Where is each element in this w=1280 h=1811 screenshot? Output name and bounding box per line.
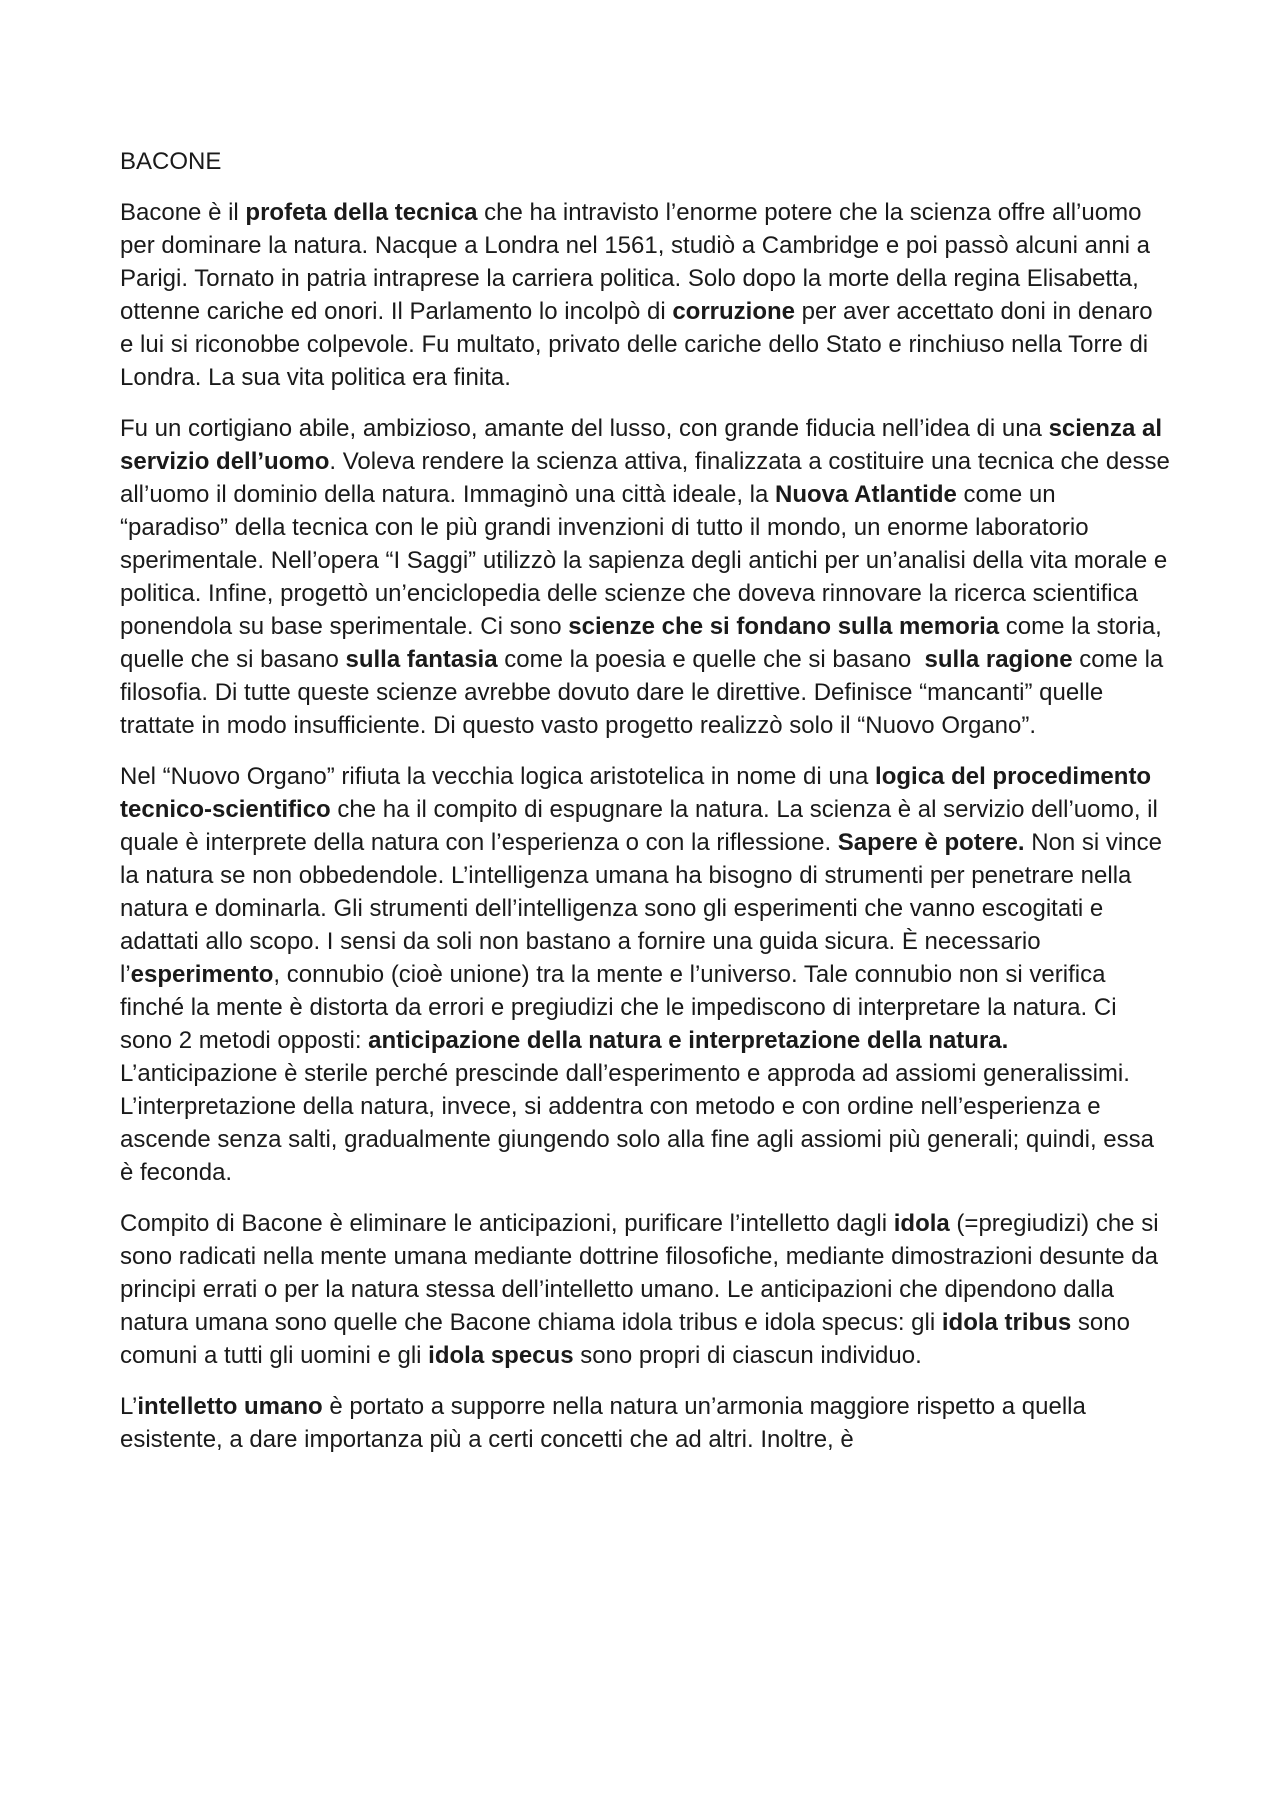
bold-run: scienza al servizio dell’uomo (120, 415, 1162, 475)
text-run: come un “paradiso” della tecnica con le più grandi invenzioni di tutto il mondo, un enorme laboratorio sperimentale. Nell’opera “I Saggi” utilizzò la sapienza degli antichi per un’analisi della vita morale e politica. Infine, progettò un’enciclopedia delle scienze che doveva rinnovare la ricerca scientifica ponendola su base sperimentale. Ci sono (120, 481, 1168, 640)
paragraph-3 (120, 760, 1170, 1189)
text-run: come la poesia e quelle che si basano (497, 646, 925, 673)
bold-run: Sapere è potere. (837, 829, 1025, 856)
text-run: è portato a supporre nella natura un’armonia maggiore rispetto a quella esistente, a dare importanza più a certi concetti che ad altri. Inoltre, è (120, 1393, 1086, 1453)
text-run: Fu un cortigiano abile, ambizioso, amante del lusso, con grande fiducia nell’idea di una (120, 415, 1049, 442)
text-run: , connubio (cioè unione) tra la mente e l’universo. Tale connubio non si verifica finché la mente è distorta da errori e pregiudizi che le impediscono di interpretare la natura. Ci sono 2 metodi opposti: (120, 961, 1117, 1054)
text-run: come la filosofia. Di tutte queste scienze avrebbe dovuto dare le direttive. Definisce “mancanti” quelle trattate in modo insufficiente. Di questo vasto progetto realizzò solo il “Nuovo Organo”. (120, 646, 1164, 739)
bold-run: profeta della tecnica (245, 199, 478, 226)
text-run: (=pregiudizi) che si sono radicati nella mente umana mediante dottrine filosofiche, mediante dimostrazioni desunte da principi errati o per la natura stessa dell’intelletto umano. Le anticipazioni che dipendono dalla natura umana sono quelle che Bacone chiama idola tribus e idola specus: gli (120, 1210, 1159, 1336)
text-run: che ha il compito di espugnare la natura. La scienza è al servizio dell’uomo, il quale è interprete della natura con l’esperienza o con la riflessione. (120, 796, 1158, 856)
text-run: Nel “Nuovo Organo” rifiuta la vecchia logica aristotelica in nome di una (120, 763, 876, 790)
text-run: come la storia, quelle che si basano (120, 613, 1162, 673)
text-run: sono propri di ciascun individuo. (573, 1342, 922, 1369)
paragraph-4 (120, 1207, 1170, 1372)
text-run: Compito di Bacone è eliminare le anticipazioni, purificare l’intelletto dagli (120, 1210, 894, 1237)
document-title: BACONE (120, 148, 222, 175)
text-run: che ha intravisto l’enorme potere che la scienza offre all’uomo per dominare la natura. Nacque a Londra nel 1561, studiò a Cambridge e poi passò alcuni anni a Parigi. Tornato in patria intraprese la carriera politica. Solo dopo la morte della regina Elisabetta, ottenne cariche ed onori. Il Parlamento lo incolpò di (120, 199, 1151, 325)
paragraph-1 (120, 196, 1170, 394)
bold-run: idola tribus (941, 1309, 1072, 1336)
text-run: . Voleva rendere la scienza attiva, finalizzata a costituire una tecnica che desse all’uomo il dominio della natura. Immaginò una città ideale, la (120, 448, 1170, 508)
bold-run: corruzione (672, 298, 796, 325)
bold-run: intelletto umano (137, 1393, 323, 1420)
bold-run: sulla fantasia (345, 646, 498, 673)
bold-run: scienze che si fondano sulla memoria (568, 613, 1000, 640)
bold-run: logica del procedimento tecnico-scientifico (120, 763, 1152, 823)
text-run: Bacone è il (120, 199, 246, 226)
paragraph-2 (120, 412, 1170, 742)
text-run: Non si vince la natura se non obbedendole. L’intelligenza umana ha bisogno di strumenti per penetrare nella natura e dominarla. Gli strumenti dell’intelligenza sono gli esperimenti che vanno escogitati e adattati allo scopo. I sensi da soli non bastano a fornire una guida sicura. È necessario l’ (120, 829, 1162, 988)
text-run: L’anticipazione è sterile perché prescinde dall’esperimento e approda ad assiomi generalissimi. L’interpretazione della natura, invece, si addentra con metodo e con ordine nell’esperienza e ascende senza salti, gradualmente giungendo solo alla fine agli assiomi più generali; quindi, essa è feconda. (120, 1060, 1154, 1186)
bold-run: Nuova Atlantide (775, 481, 957, 508)
text-run: per aver accettato doni in denaro e lui si riconobbe colpevole. Fu multato, privato delle cariche dello Stato e rinchiuso nella Torre di Londra. La sua vita politica era finita. (120, 298, 1153, 391)
paragraph-5 (120, 1390, 1170, 1456)
bold-run: idola specus (428, 1342, 574, 1369)
bold-run: anticipazione della natura e interpretazione della natura. (368, 1027, 1009, 1054)
bold-run: esperimento (130, 961, 274, 988)
document-page (120, 145, 1170, 1474)
bold-run: idola (893, 1210, 950, 1237)
bold-run: sulla ragione (924, 646, 1073, 673)
text-run: sono comuni a tutti gli uomini e gli (120, 1309, 1130, 1369)
text-run: L’ (120, 1393, 138, 1420)
